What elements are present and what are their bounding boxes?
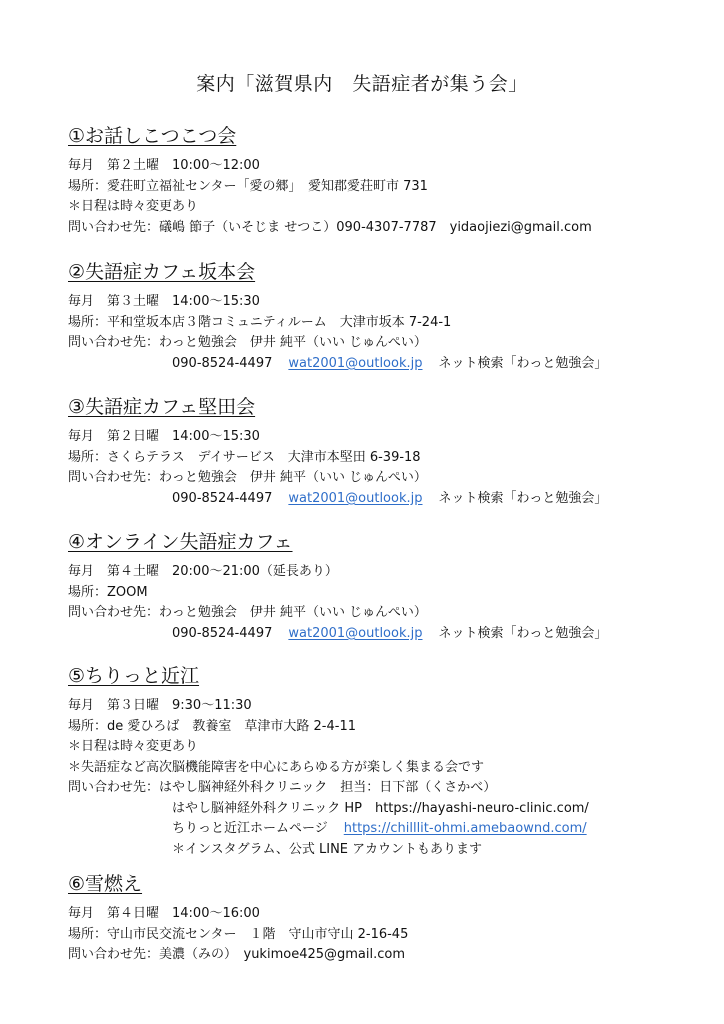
place-line: 場所：de 愛ひろば 教養室 草津市大路 2-4-11 bbox=[68, 718, 356, 734]
schedule-line: 毎月 第３日曜 9:30～11:30 bbox=[68, 698, 252, 713]
section-heading: ②失語症カフェ坂本会 bbox=[68, 261, 256, 283]
homepage-label: ちりっと近江ホームページ bbox=[172, 821, 328, 836]
section-3 bbox=[68, 395, 688, 509]
schedule-line: 毎月 第４日曜 14:00～16:00 bbox=[68, 906, 260, 921]
schedule-line: 毎月 第２日曜 14:00～15:30 bbox=[68, 429, 260, 444]
place-line: 場所：平和堂坂本店３階コミュニティルーム 大津市坂本 7-24-1 bbox=[68, 314, 452, 330]
section-5 bbox=[68, 664, 688, 860]
phone-number: 090-8524-4497 bbox=[172, 625, 273, 641]
section-heading: ⑥雪燃え bbox=[68, 873, 143, 895]
note-line: ＊失語症など高次脳機能障害を中心にあらゆる方が楽しく集まる会です bbox=[68, 759, 485, 775]
note-line: ＊日程は時々変更あり bbox=[68, 199, 199, 214]
page-title: 案内「滋賀県内 失語症者が集う会」 bbox=[196, 73, 528, 95]
place-line: 場所：守山市民交流センター １階 守山市守山 2-16-45 bbox=[68, 926, 409, 942]
section-4 bbox=[68, 530, 688, 644]
contact-line: 問い合わせ先：美濃（みの） yukimoe425@gmail.com bbox=[68, 947, 406, 962]
contact-detail-line bbox=[68, 489, 688, 510]
schedule-line: 毎月 第４土曜 20:00～21:00（延長あり） bbox=[68, 564, 338, 579]
contact-line: 問い合わせ先：礒嶋 節子（いそじま せつこ）090-4307-7787 yidaojiezi@gmail.com bbox=[68, 219, 592, 235]
contact-line: 問い合わせ先：わっと勉強会 伊井 純平（いい じゅんぺい） bbox=[68, 470, 427, 485]
contact-line: 問い合わせ先：わっと勉強会 伊井 純平（いい じゅんぺい） bbox=[68, 605, 427, 620]
contact-detail-line bbox=[68, 354, 688, 375]
homepage-line bbox=[68, 819, 688, 840]
homepage-link[interactable]: https://chilllit-ohmi.amebaownd.com/ bbox=[343, 821, 587, 836]
section-2 bbox=[68, 260, 688, 374]
email-link[interactable]: wat2001@outlook.jp bbox=[288, 490, 423, 506]
contact-line: 問い合わせ先：わっと勉強会 伊井 純平（いい じゅんぺい） bbox=[68, 335, 427, 350]
email-link[interactable]: wat2001@outlook.jp bbox=[288, 625, 423, 641]
section-heading: ④オンライン失語症カフェ bbox=[68, 531, 293, 553]
section-heading: ⑤ちりっと近江 bbox=[68, 665, 200, 687]
note-line: ＊日程は時々変更あり bbox=[68, 739, 199, 754]
sns-note-line: ＊インスタグラム、公式 LINE アカウントもあります bbox=[172, 841, 483, 857]
phone-number: 090-8524-4497 bbox=[172, 490, 273, 506]
email-link[interactable]: wat2001@outlook.jp bbox=[288, 355, 423, 371]
schedule-line: 毎月 第２土曜 10:00～12:00 bbox=[68, 158, 260, 173]
section-6 bbox=[68, 872, 688, 966]
contact-line: 問い合わせ先：はやし脳神経外科クリニック 担当：日下部（くさかべ） bbox=[68, 780, 497, 795]
contact-detail-line bbox=[68, 624, 688, 645]
place-line: 場所：さくらテラス デイサービス 大津市本堅田 6-39-18 bbox=[68, 449, 421, 465]
clinic-hp-line: はやし脳神経外科クリニック HP https://hayashi-neuro-clinic.com/ bbox=[172, 800, 589, 816]
search-hint: ネット検索「わっと勉強会」 bbox=[438, 355, 608, 371]
place-line: 場所：愛荘町立福祉センター「愛の郷」 愛知郡愛荘町市 731 bbox=[68, 178, 428, 194]
search-hint: ネット検索「わっと勉強会」 bbox=[438, 625, 608, 641]
place-line: 場所：ZOOM bbox=[68, 584, 148, 600]
section-heading: ①お話しこつこつ会 bbox=[68, 125, 237, 147]
section-heading: ③失語症カフェ堅田会 bbox=[68, 396, 256, 418]
section-1 bbox=[68, 124, 688, 238]
search-hint: ネット検索「わっと勉強会」 bbox=[438, 490, 608, 506]
phone-number: 090-8524-4497 bbox=[172, 355, 273, 371]
schedule-line: 毎月 第３土曜 14:00～15:30 bbox=[68, 294, 260, 309]
